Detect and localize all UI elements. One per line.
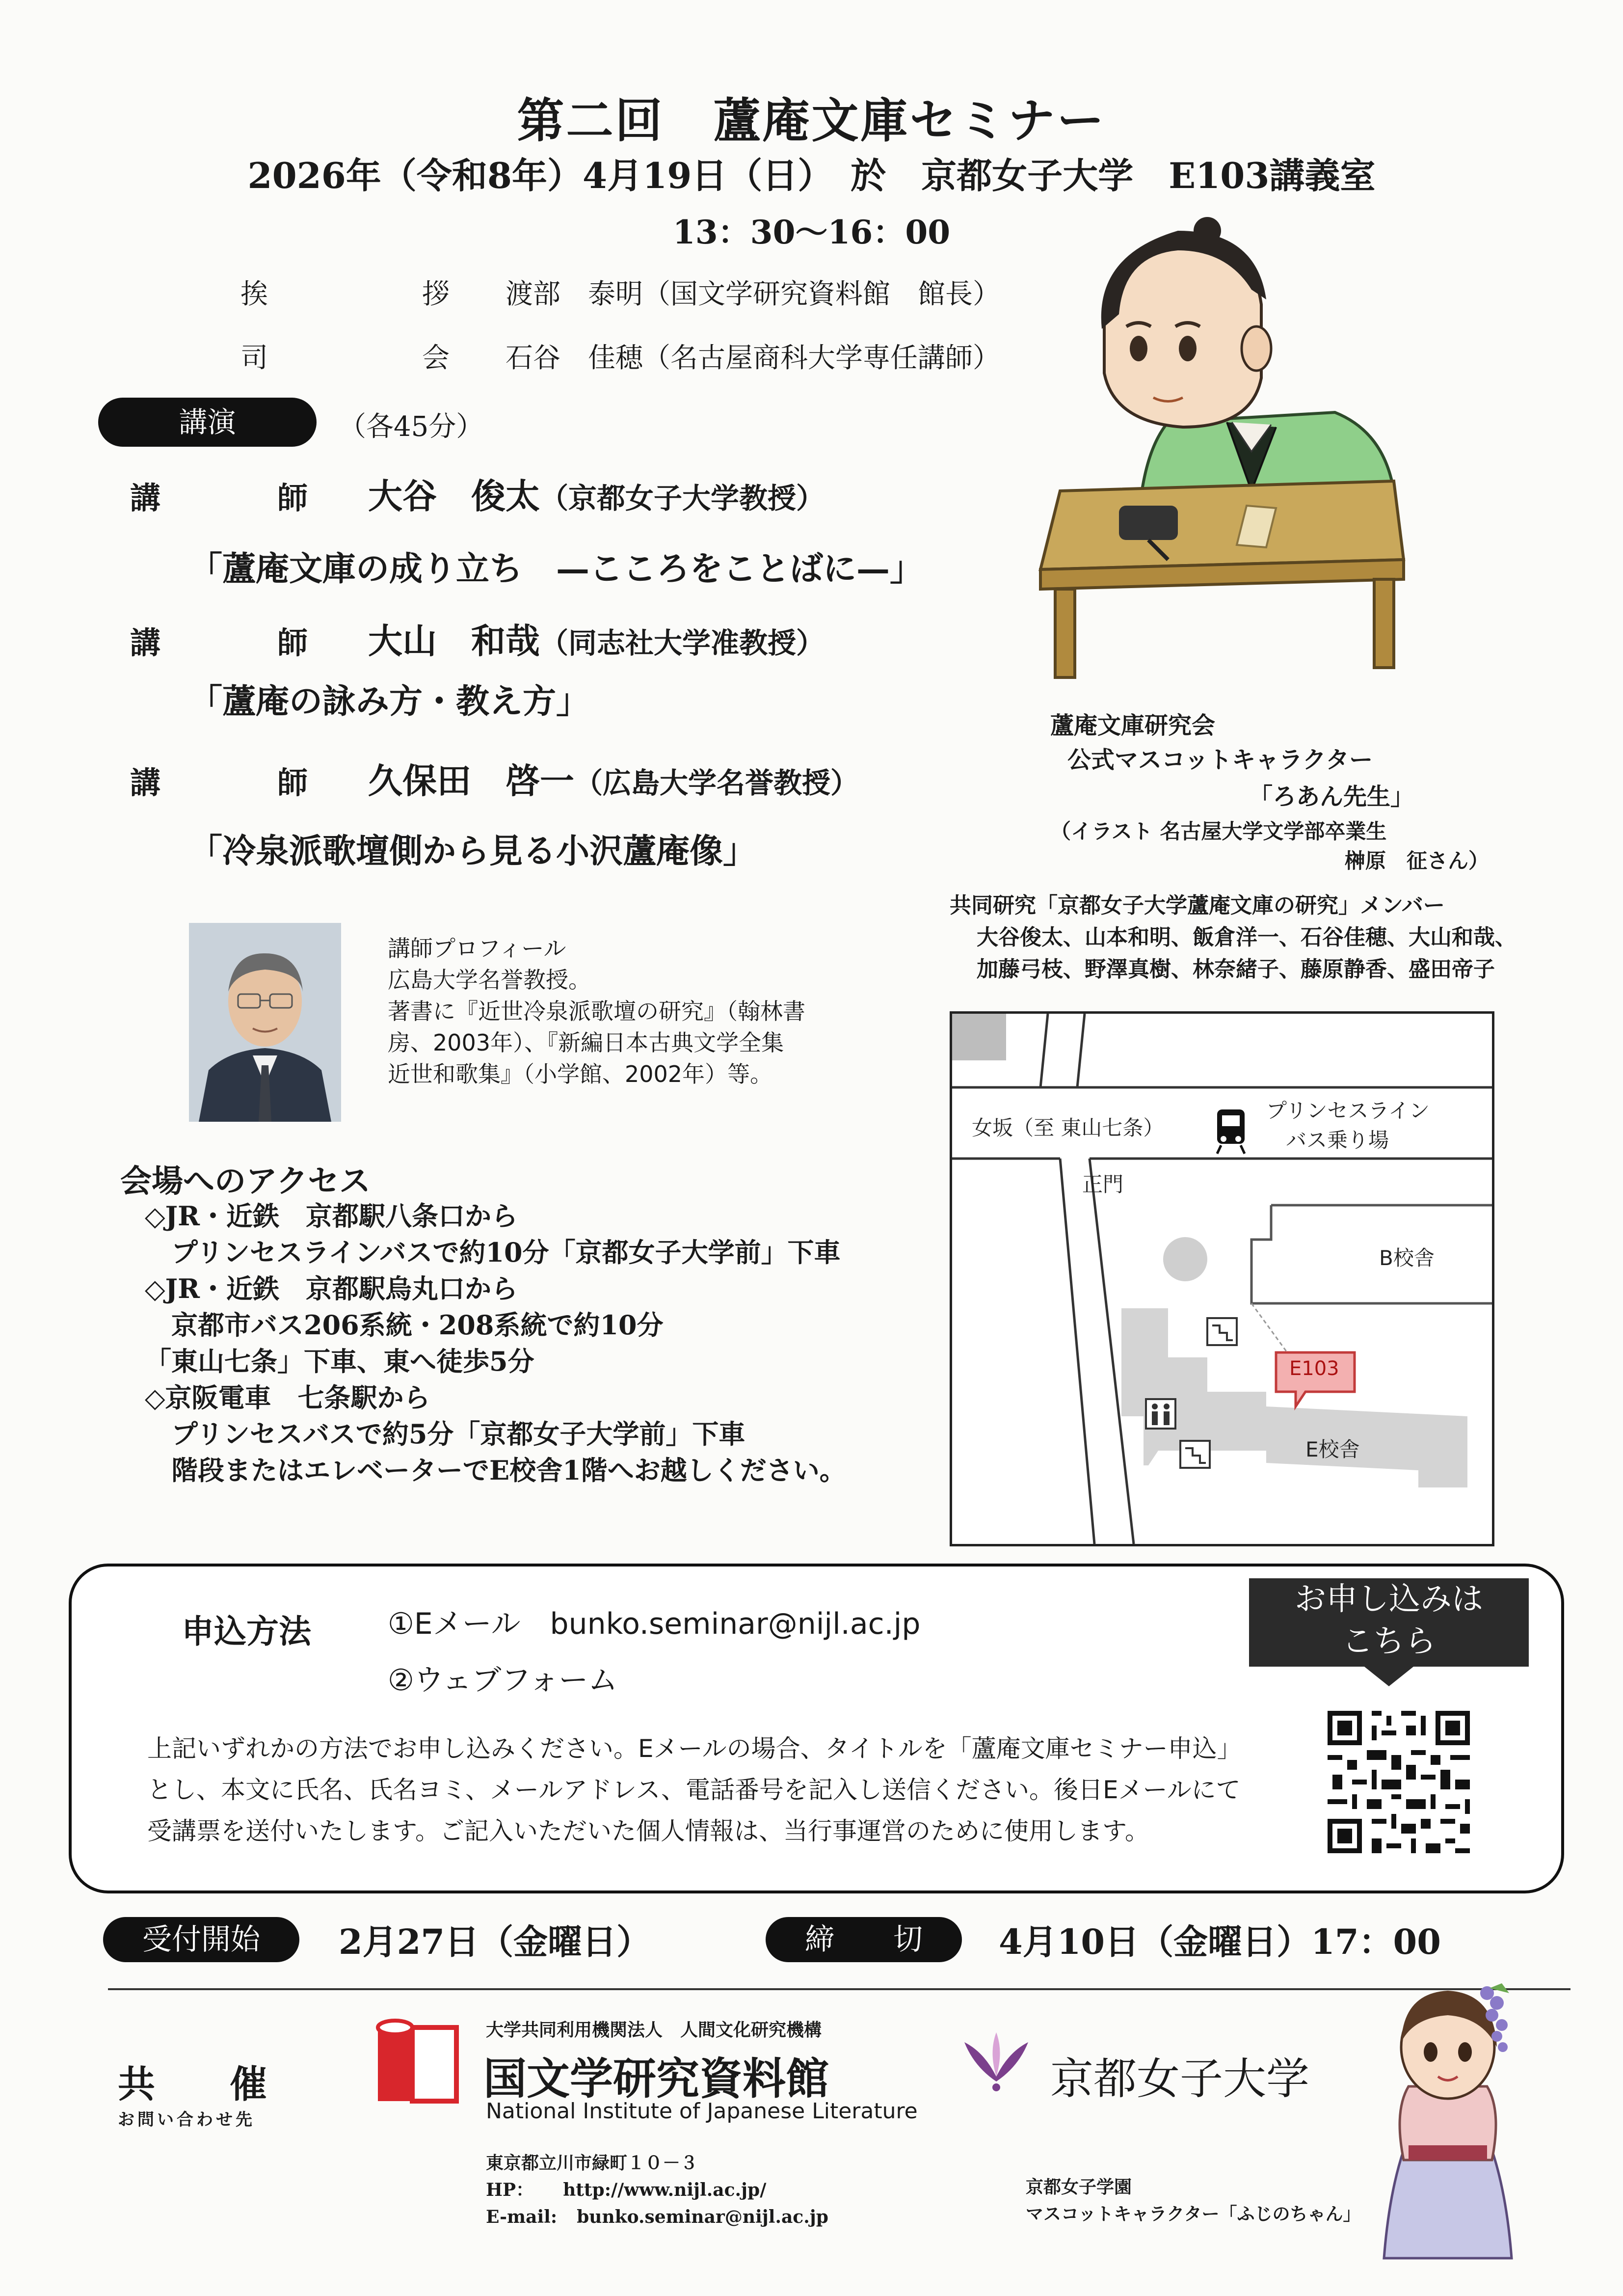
footer-divider bbox=[108, 1988, 1570, 1990]
lectures-pill: 講演 bbox=[98, 398, 317, 447]
role-label-2: 拶 bbox=[422, 278, 450, 310]
joint-research-members-2: 加藤弓枝、野澤真樹、林奈緒子、藤原静香、盛田帝子 bbox=[977, 957, 1495, 982]
map-bus-stop-label-2: バス乗り場 bbox=[1286, 1128, 1389, 1152]
lecturer-name: 久保田 啓一（広島大学名誉教授） bbox=[368, 760, 859, 801]
role-mc bbox=[240, 336, 1000, 374]
lectures-duration-note: （各45分） bbox=[339, 411, 484, 443]
profile-text: 講師プロフィール 広島大学名誉教授。 著書に『近世冷泉派歌壇の研究』（翰林書 房、2003年）、『新編日本古典文学全集 近世和歌集』（小学館、2002年）等。 bbox=[388, 935, 805, 1087]
roan-sensei-illustration bbox=[1021, 216, 1423, 697]
lecturer-role: 講 師 bbox=[130, 625, 308, 661]
kwu-logo-icon bbox=[955, 2023, 1038, 2096]
access-directions: ◇JR・近鉄 京都駅八条口から プリンセスラインバスで約10分「京都女子大学前」下車 ◇JR・近鉄 京都駅烏丸口から 京都市バス206系統・208系統で約10分 「東山七条」下車、東へ徒歩5分 ◇京阪電車 七条駅から プリンセスバスで約5分「京都女子大学前」下車 階段またはエレベーターでE校舎1階へお越しください。 bbox=[145, 1200, 846, 1486]
application-webform[interactable]: ②ウェブフォーム bbox=[388, 1663, 618, 1698]
nijl-name: 国文学研究資料館 bbox=[483, 2053, 829, 2104]
map-bus-stop-label-1: プリンセスライン bbox=[1266, 1099, 1430, 1123]
apply-here-banner: お申し込みは こちら bbox=[1249, 1578, 1529, 1667]
nijl-address: 東京都立川市緑町１０－３ bbox=[486, 2153, 698, 2173]
lecturer-name: 大山 和哉（同志社大学准教授） bbox=[368, 621, 825, 661]
mascot-caption-1: 蘆庵文庫研究会 bbox=[1050, 712, 1216, 739]
application-instructions: 上記いずれかの方法でお申し込みください。Eメールの場合、タイトルを「蘆庵文庫セミナー申込」 とし、本文に氏名、氏名ヨミ、メールアドレス、電話番号を記入し送信ください。後日Eメールにて 受講票を送付いたします。ご記入いただいた個人情報は、当行事運営のために使用します。 bbox=[147, 1734, 1242, 1845]
qr-code-icon[interactable] bbox=[1323, 1706, 1475, 1858]
role-value: 石谷 佳穂（名古屋商科大学専任講師） bbox=[506, 342, 1000, 374]
joint-research-title: 共同研究「京都女子大学蘆庵文庫の研究」メンバー bbox=[950, 893, 1445, 918]
deadline-value: 4月10日（金曜日）17：00 bbox=[999, 1921, 1441, 1962]
kwu-mascot-name: マスコットキャラクター「ふじのちゃん」 bbox=[1026, 2204, 1361, 2224]
lecturer-photo-illustration bbox=[189, 923, 341, 1122]
page-title: 第二回 蘆庵文庫セミナー bbox=[517, 93, 1106, 148]
mascot-caption-2: 公式マスコットキャラクター bbox=[1067, 746, 1373, 774]
role-label-2: 会 bbox=[422, 342, 450, 374]
kwu-name: 京都女子大学 bbox=[1050, 2053, 1310, 2104]
lecturer-name: 大谷 俊太（京都女子大学教授） bbox=[368, 476, 825, 516]
lecturer-role: 講 師 bbox=[130, 480, 308, 516]
role-value: 渡部 泰明（国文学研究資料館 館長） bbox=[506, 278, 1000, 310]
fujino-chan-illustration bbox=[1374, 1964, 1521, 2268]
nijl-org: 大学共同利用機関法人 人間文化研究機構 bbox=[486, 2020, 822, 2040]
cohost-label: 共 催 bbox=[118, 2062, 267, 2106]
mascot-credit-2: 榊原 征さん） bbox=[1345, 849, 1490, 873]
map-road-label: 女坂（至 東山七条） bbox=[972, 1116, 1164, 1140]
kwu-mascot-org: 京都女子学園 bbox=[1026, 2177, 1132, 2197]
map-gate-label: 正門 bbox=[1082, 1172, 1124, 1196]
lecturer-photo bbox=[189, 923, 341, 1122]
map-building-e-label: E校舎 bbox=[1305, 1437, 1360, 1461]
joint-research-members-1: 大谷俊太、山本和明、飯倉洋一、石谷佳穂、大山和哉、 bbox=[977, 925, 1517, 950]
nijl-email: E-mail: bunko.seminar@nijl.ac.jp bbox=[486, 2207, 828, 2227]
application-email[interactable]: ①Eメール bunko.seminar@nijl.ac.jp bbox=[388, 1607, 921, 1641]
mascot-caption-3: 「ろあん先生」 bbox=[1249, 783, 1414, 810]
lecture-title: 「蘆庵の詠み方・教え方」 bbox=[189, 682, 590, 721]
lecture-title: 「冷泉派歌壇側から見る小沢蘆庵像」 bbox=[189, 832, 757, 871]
access-heading: 会場へのアクセス bbox=[120, 1163, 371, 1200]
banner-arrow-icon bbox=[1364, 1667, 1413, 1686]
role-greeting bbox=[240, 272, 1000, 310]
lecturer-role: 講 師 bbox=[130, 765, 308, 801]
mascot-credit-1: （イラスト 名古屋大学文学部卒業生 bbox=[1050, 819, 1387, 843]
role-label-1: 司 bbox=[240, 342, 268, 374]
date-venue: 2026年（令和8年）4月19日（日） 於 京都女子大学 E103講義室 bbox=[247, 155, 1376, 196]
event-time: 13：30〜16：00 bbox=[672, 213, 951, 251]
map-building-b-label: B校舎 bbox=[1379, 1246, 1435, 1270]
application-heading: 申込方法 bbox=[182, 1612, 311, 1650]
deadline-pill: 締 切 bbox=[766, 1917, 962, 1962]
map-room-label: E103 bbox=[1289, 1357, 1339, 1380]
campus-map-drawing bbox=[952, 1014, 1492, 1544]
nijl-hp: HP： http://www.nijl.ac.jp/ bbox=[486, 2180, 767, 2200]
nijl-logo-icon bbox=[373, 2018, 466, 2106]
open-date-pill: 受付開始 bbox=[103, 1917, 299, 1962]
open-date-value: 2月27日（金曜日） bbox=[339, 1921, 651, 1962]
contact-label: お問い合わせ先 bbox=[118, 2110, 255, 2130]
nijl-english-name: National Institute of Japanese Literature bbox=[486, 2099, 918, 2124]
role-label-1: 挨 bbox=[240, 278, 268, 310]
lecture-title: 「蘆庵文庫の成り立ち —こころをことばに—」 bbox=[189, 549, 924, 589]
campus-map bbox=[950, 1011, 1494, 1546]
